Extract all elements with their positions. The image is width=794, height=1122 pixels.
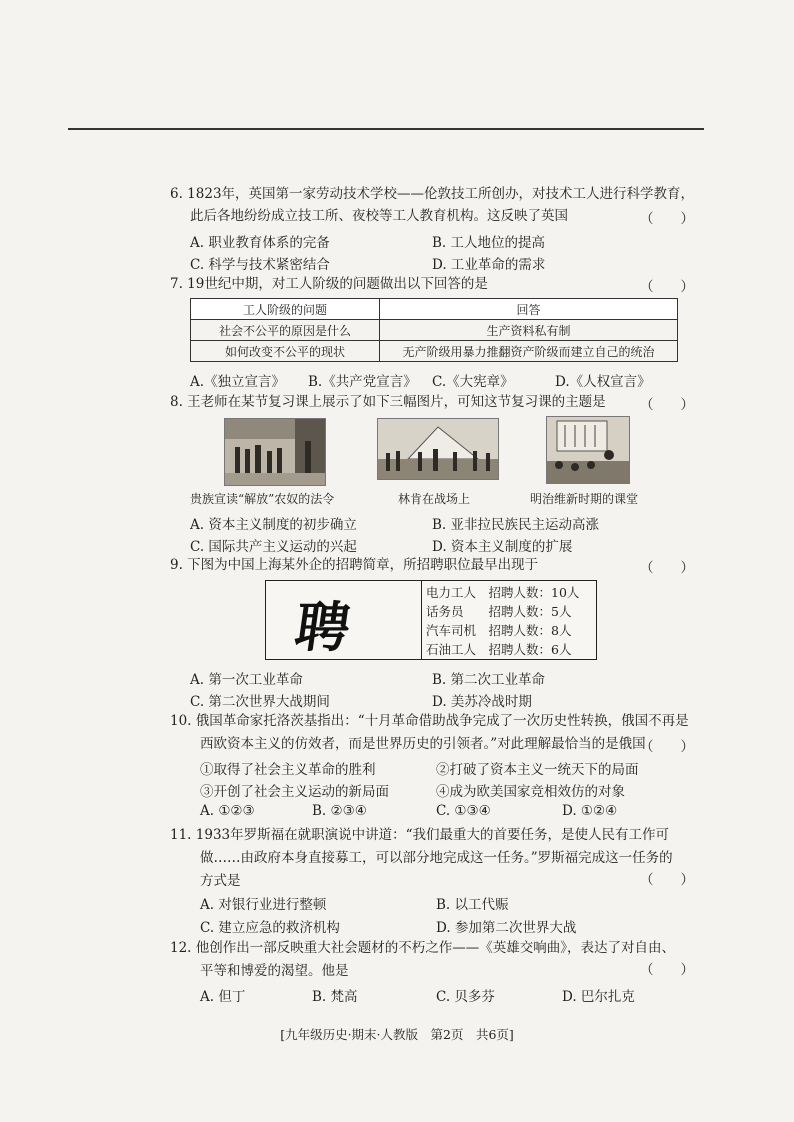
q9-answer-paren: （ ） (640, 560, 694, 576)
q7-table (190, 298, 678, 362)
q7-header-question: 工人阶级的问题 (191, 299, 380, 320)
q11-stem-line1: 11. 1933年罗斯福在就职演说中讲道：“我们最重大的首要任务，是使人民有工作可 (170, 827, 670, 843)
q9-option-a: A. 第一次工业革命 (190, 672, 303, 688)
q10-answer-paren: （ ） (640, 739, 694, 755)
q10-stem-line2: 西欧资本主义的仿效者，而是世界历史的引领者。”对此理解最恰当的是俄国 (200, 736, 646, 752)
q11-option-d: D. 参加第二次世界大战 (436, 920, 577, 936)
q12-option-b: B. 梵高 (312, 989, 358, 1005)
notice-row: 电力工人 招聘人数：10人 (426, 585, 580, 600)
caption-serf-emancipation: 贵族宣读“解放”农奴的法令 (190, 492, 335, 506)
q10-item-3: ③开创了社会主义运动的新局面 (200, 784, 389, 800)
q8-option-b: B. 亚非拉民族民主运动高涨 (432, 517, 600, 533)
q7-option-d: D.《人权宣言》 (555, 374, 651, 390)
q7-cell: 如何改变不公平的现状 (191, 341, 380, 362)
q10-option-d: D. ①②④ (562, 803, 618, 819)
q9-option-d: D. 美苏冷战时期 (432, 694, 532, 710)
q10-item-2: ②打破了资本主义一统天下的局面 (436, 762, 639, 778)
q10-stem-line1: 10. 俄国革命家托洛茨基指出：“十月革命借助战争完成了一次历史性转换，俄国不再是 (170, 713, 689, 729)
notice-row: 汽车司机 招聘人数：8人 (426, 623, 572, 638)
q11-answer-paren: （ ） (640, 872, 694, 888)
recruit-character: 聘 (291, 595, 355, 659)
q12-option-c: C. 贝多芬 (436, 989, 495, 1005)
q12-stem-line2: 平等和博爱的渴望。他是 (200, 963, 349, 979)
q7-cell: 生产资料私有制 (380, 320, 678, 341)
q7-option-a: A.《独立宣言》 (190, 374, 286, 390)
q11-stem-line3: 方式是 (200, 873, 241, 889)
q12-option-a: A. 但丁 (200, 989, 246, 1005)
q8-answer-paren: （ ） (640, 397, 694, 413)
q7-header-answer: 回答 (380, 299, 678, 320)
q7-stem: 7. 19世纪中期，对工人阶级的问题做出以下回答的是 (170, 276, 488, 292)
q6-option-a: A. 职业教育体系的完备 (190, 235, 330, 251)
recruitment-notice (265, 580, 597, 660)
q8-stem: 8. 王老师在某节复习课上展示了如下三幅图片，可知这节复习课的主题是 (170, 394, 606, 410)
meiji-classroom-picture (546, 416, 630, 484)
top-rule (68, 128, 704, 130)
notice-divider (421, 581, 422, 659)
q7-answer-paren: （ ） (640, 279, 694, 295)
q8-option-c: C. 国际共产主义运动的兴起 (190, 539, 357, 555)
caption-lincoln: 林肯在战场上 (398, 492, 471, 506)
q6-answer-paren: （ ） (640, 211, 694, 227)
q11-option-a: A. 对银行业进行整顿 (200, 897, 327, 913)
q8-option-a: A. 资本主义制度的初步确立 (190, 517, 357, 533)
q7-cell: 社会不公平的原因是什么 (191, 320, 380, 341)
q6-option-d: D. 工业革命的需求 (432, 257, 546, 273)
q12-stem-line1: 12. 他创作出一部反映重大社会题材的不朽之作——《英雄交响曲》，表达了对自由、 (170, 940, 676, 956)
q7-cell: 无产阶级用暴力推翻资产阶级而建立自己的统治 (380, 341, 678, 362)
q6-option-c: C. 科学与技术紧密结合 (190, 257, 330, 273)
q10-item-1: ①取得了社会主义革命的胜利 (200, 762, 376, 778)
q7-option-c: C.《大宪章》 (432, 374, 514, 390)
q11-option-c: C. 建立应急的救济机构 (200, 920, 340, 936)
q12-answer-paren: （ ） (640, 962, 694, 978)
q7-option-b: B.《共产党宣言》 (308, 374, 417, 390)
q10-item-4: ④成为欧美国家竞相效仿的对象 (436, 784, 625, 800)
q10-option-a: A. ①②③ (200, 803, 255, 819)
notice-row: 石油工人 招聘人数：6人 (426, 642, 572, 657)
serf-emancipation-picture (224, 418, 326, 486)
q9-stem: 9. 下图为中国上海某外企的招聘简章，所招聘职位最早出现于 (170, 557, 539, 573)
q10-option-c: C. ①③④ (436, 803, 491, 819)
q6-option-b: B. 工人地位的提高 (432, 235, 546, 251)
q8-option-d: D. 资本主义制度的扩展 (432, 539, 573, 555)
q12-option-d: D. 巴尔扎克 (562, 989, 635, 1005)
q9-option-b: B. 第二次工业革命 (432, 672, 546, 688)
q6-stem-line2: 此后各地纷纷成立技工所、夜校等工人教育机构。这反映了英国 (190, 208, 568, 224)
caption-meiji: 明治维新时期的课堂 (530, 492, 639, 506)
notice-row: 话务员 招聘人数：5人 (426, 604, 572, 619)
q10-option-b: B. ②③④ (312, 803, 367, 819)
q9-option-c: C. 第二次世界大战期间 (190, 694, 330, 710)
q11-option-b: B. 以工代赈 (436, 897, 509, 913)
lincoln-battlefield-picture (377, 418, 499, 480)
q6-stem-line1: 6. 1823年，英国第一家劳动技术学校——伦敦技工所创办，对技术工人进行科学教育， (170, 186, 695, 202)
q11-stem-line2: 做……由政府本身直接募工，可以部分地完成这一任务。”罗斯福完成这一任务的 (200, 850, 673, 866)
page-footer: [九年级历史·期末·人教版 第2页 共6页] (280, 1027, 514, 1042)
